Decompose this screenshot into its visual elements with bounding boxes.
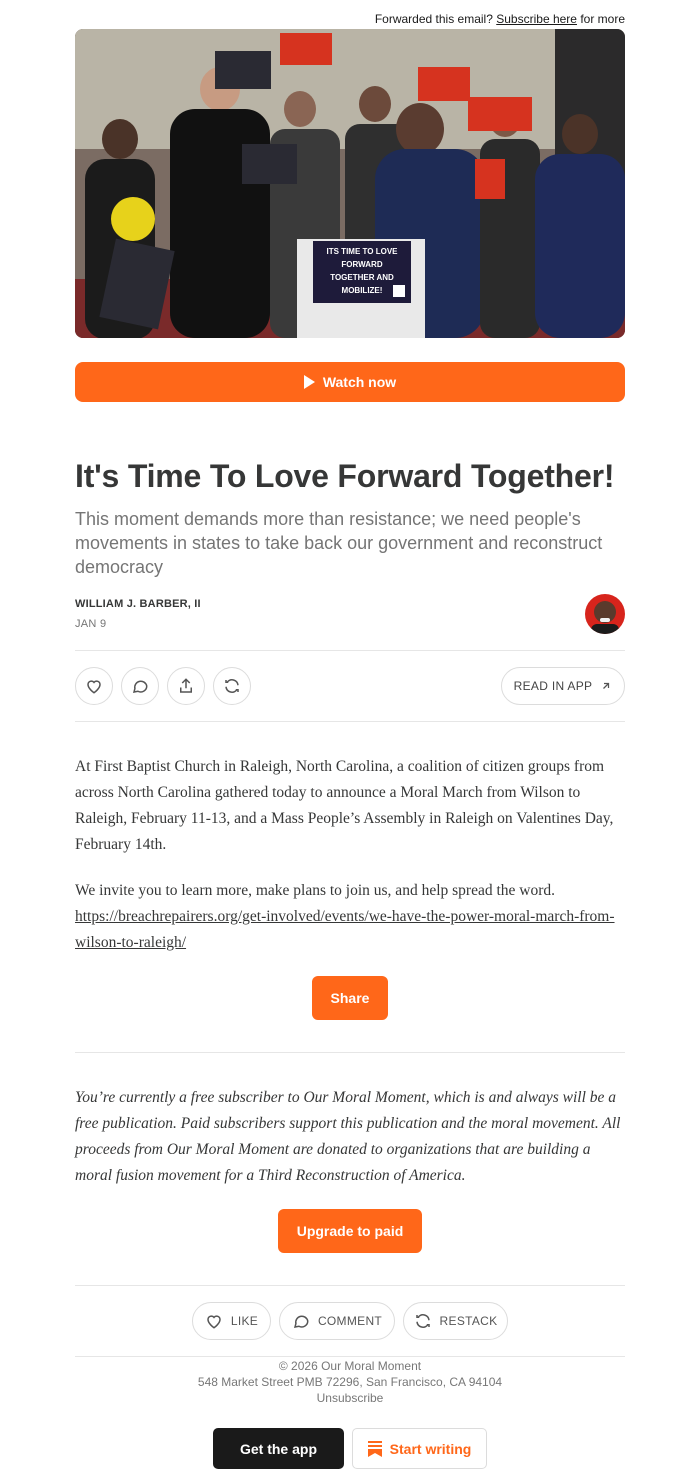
like-button[interactable] [75, 667, 113, 705]
subscribe-link[interactable]: Subscribe here [496, 12, 577, 26]
get-the-app-button[interactable] [213, 1428, 344, 1469]
forward-notice [375, 12, 625, 26]
body-paragraph-2 [75, 878, 630, 956]
divider [75, 1356, 625, 1357]
restack-button[interactable] [213, 667, 251, 705]
forward-text: Forwarded this email? [374, 12, 493, 26]
heart-icon [205, 1312, 223, 1330]
comment-icon [292, 1312, 310, 1330]
copyright: © 2026 Our Moral Moment [278, 1359, 422, 1373]
podium-sign-line-3: TOGETHER AND [330, 273, 394, 282]
divider [75, 650, 625, 651]
video-thumbnail[interactable] [75, 29, 625, 338]
footer-comment-button[interactable] [279, 1302, 395, 1340]
event-link[interactable]: https://breachrepairers.org/get-involved/events/we-have-the-power-moral-march-from-wilson-to-raleigh/ [75, 908, 615, 951]
author-avatar-image [585, 594, 625, 634]
comment-button[interactable] [121, 667, 159, 705]
substack-logo-icon [368, 1441, 382, 1457]
footer-like-button[interactable] [192, 1302, 271, 1340]
restack-icon [414, 1312, 432, 1330]
podium-sign-line-1: ITS TIME TO LOVE [326, 247, 398, 256]
post-title[interactable]: It's Time To Love Forward Together! [75, 458, 615, 494]
divider [75, 721, 625, 722]
footer-restack-button[interactable] [403, 1302, 508, 1340]
start-writing-label: Start writing [389, 1440, 472, 1457]
unsubscribe-link[interactable] [75, 1391, 625, 1405]
avatar[interactable] [585, 594, 625, 634]
share-icon [177, 677, 195, 695]
address: 548 Market Street PMB 72296, San Francisco, CA 94104 [197, 1375, 503, 1389]
read-in-app-label: READ IN APP [513, 679, 593, 693]
watch-now-button[interactable] [75, 362, 625, 402]
footer-restack-label: RESTACK [439, 1314, 498, 1328]
heart-icon [85, 677, 103, 695]
unsubscribe-label[interactable]: Unsubscribe [316, 1391, 384, 1405]
footer-like-label: LIKE [230, 1314, 259, 1328]
share-icon-button[interactable] [167, 667, 205, 705]
get-the-app-label: Get the app [239, 1440, 317, 1457]
body-paragraph-2-text: We invite you to learn more, make plans to join us, and help spread the word. [75, 882, 555, 899]
footer-comment-label: COMMENT [317, 1314, 383, 1328]
play-icon [304, 375, 315, 389]
post-subtitle: This moment demands more than resistance; we need people's movements in states to take back our government and reconstruct democracy [75, 509, 603, 577]
divider [75, 1285, 625, 1286]
comment-icon [131, 677, 149, 695]
read-in-app-button[interactable] [501, 667, 625, 705]
author-name[interactable]: WILLIAM J. BARBER, II [75, 598, 201, 610]
podium-sign-line-4: MOBILIZE! [341, 286, 383, 295]
watch-now-label: Watch now [322, 374, 397, 390]
forward-suffix: for more [580, 12, 625, 26]
body-paragraph-1: At First Baptist Church in Raleigh, North Carolina, a coalition of citizen groups from across North Carolina gathered today to announce a Moral March from Wilson to Raleigh, February 11-13, and a Mass People’s Assembly in Raleigh on Valentines Day, February 14th. [75, 758, 614, 853]
arrow-up-right-icon [600, 680, 612, 692]
upgrade-button[interactable] [278, 1209, 422, 1253]
share-button[interactable] [312, 976, 388, 1020]
start-writing-button[interactable] [352, 1428, 487, 1469]
share-label: Share [330, 990, 370, 1006]
post-date: JAN 9 [75, 618, 107, 630]
rally-scene-image [75, 29, 625, 338]
divider [75, 1052, 625, 1053]
podium-sign-line-2: FORWARD [341, 260, 383, 269]
restack-icon [223, 677, 241, 695]
subscription-note: You’re currently a free subscriber to Our Moral Moment, which is and always will be a free publication. Paid subscribers support this publication and the moral movement. All proceeds from Our Moral Moment are donated to organizations that are building a moral fusion movement for a Third Reconstruction of America. [75, 1089, 621, 1184]
upgrade-label: Upgrade to paid [296, 1223, 404, 1239]
